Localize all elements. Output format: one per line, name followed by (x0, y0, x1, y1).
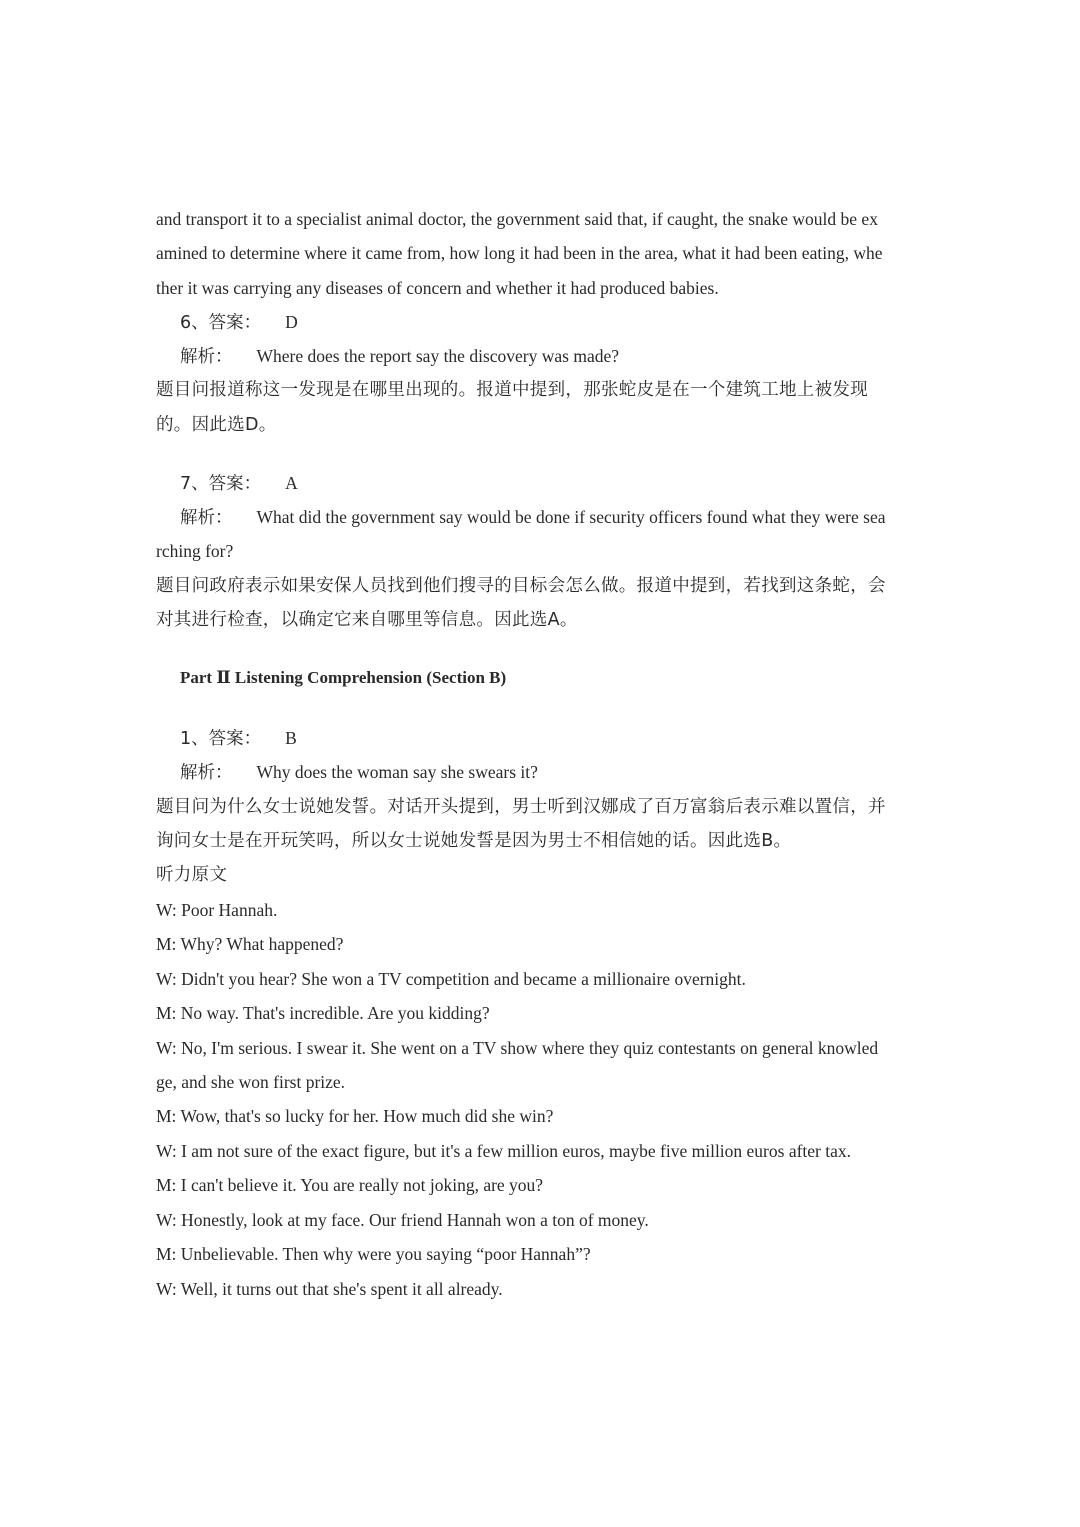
transcript-line: M: I can't believe it. You are really not joking, are you? (156, 1175, 544, 1195)
q1-explanation-line: 题目问为什么女士说她发誓。对话开头提到，男士听到汉娜成了百万富翁后表示难以置信，并 (156, 797, 886, 817)
q7-analysis (180, 506, 886, 529)
transcript-line: M: Wow, that's so lucky for her. How much did she win? (156, 1106, 554, 1126)
answer-label: 1、答案： (180, 729, 262, 749)
analysis-question: Where does the report say the discovery was made? (256, 346, 619, 366)
transcript-line: M: No way. That's incredible. Are you kidding? (156, 1003, 490, 1023)
q6-explanation-line: 题目问报道称这一发现是在哪里出现的。报道中提到，那张蛇皮是在一个建筑工地上被发现 (156, 380, 868, 400)
transcript-line: ge, and she won first prize. (156, 1072, 346, 1092)
answer-value: B (285, 728, 297, 748)
transcript-line: W: Honestly, look at my face. Our friend Hannah won a ton of money. (156, 1210, 649, 1230)
answer-label: 7、答案： (180, 474, 262, 494)
transcript-line: M: Unbelievable. Then why were you saying “poor Hannah”? (156, 1244, 591, 1264)
q1-answer (180, 727, 297, 750)
q7-explanation-line: 对其进行检查，以确定它来自哪里等信息。因此选A。 (156, 610, 578, 630)
q7-question-cont: rching for? (156, 541, 234, 561)
q7-explanation-line: 题目问政府表示如果安保人员找到他们搜寻的目标会怎么做。报道中提到，若找到这条蛇，会 (156, 576, 886, 596)
transcript-line: W: I am not sure of the exact figure, but it's a few million euros, maybe five million euros after tax. (156, 1141, 852, 1161)
transcript-line: W: No, I'm serious. I swear it. She went on a TV show where they quiz contestants on general knowled (156, 1038, 879, 1058)
q6-explanation-line: 的。因此选D。 (156, 415, 277, 435)
analysis-label: 解析： (180, 508, 233, 528)
transcript-line: M: Why? What happened? (156, 934, 344, 954)
transcript-title: 听力原文 (156, 865, 228, 885)
paragraph-line: ther it was carrying any diseases of concern and whether it had produced babies. (156, 278, 719, 298)
answer-value: D (285, 312, 298, 332)
q1-analysis (180, 761, 538, 784)
transcript-line: W: Poor Hannah. (156, 900, 278, 920)
q6-answer (180, 311, 298, 334)
transcript-line: W: Well, it turns out that she's spent it all already. (156, 1279, 503, 1299)
paragraph-line: and transport it to a specialist animal doctor, the government said that, if caught, the snake would be ex (156, 209, 878, 229)
section-heading: Part Ⅱ Listening Comprehension (Section B) (180, 668, 507, 687)
analysis-label: 解析： (180, 347, 233, 367)
answer-label: 6、答案： (180, 313, 262, 333)
analysis-label: 解析： (180, 763, 233, 783)
transcript-line: W: Didn't you hear? She won a TV competition and became a millionaire overnight. (156, 969, 746, 989)
q7-answer (180, 472, 298, 495)
q6-analysis (180, 345, 619, 368)
analysis-question: Why does the woman say she swears it? (256, 762, 538, 782)
paragraph-line: amined to determine where it came from, how long it had been in the area, what it had been eating, whe (156, 243, 883, 263)
q1-explanation-line: 询问女士是在开玩笑吗，所以女士说她发誓是因为男士不相信她的话。因此选B。 (156, 831, 792, 851)
answer-value: A (285, 473, 298, 493)
analysis-question: What did the government say would be done if security officers found what they were sea (256, 507, 886, 527)
